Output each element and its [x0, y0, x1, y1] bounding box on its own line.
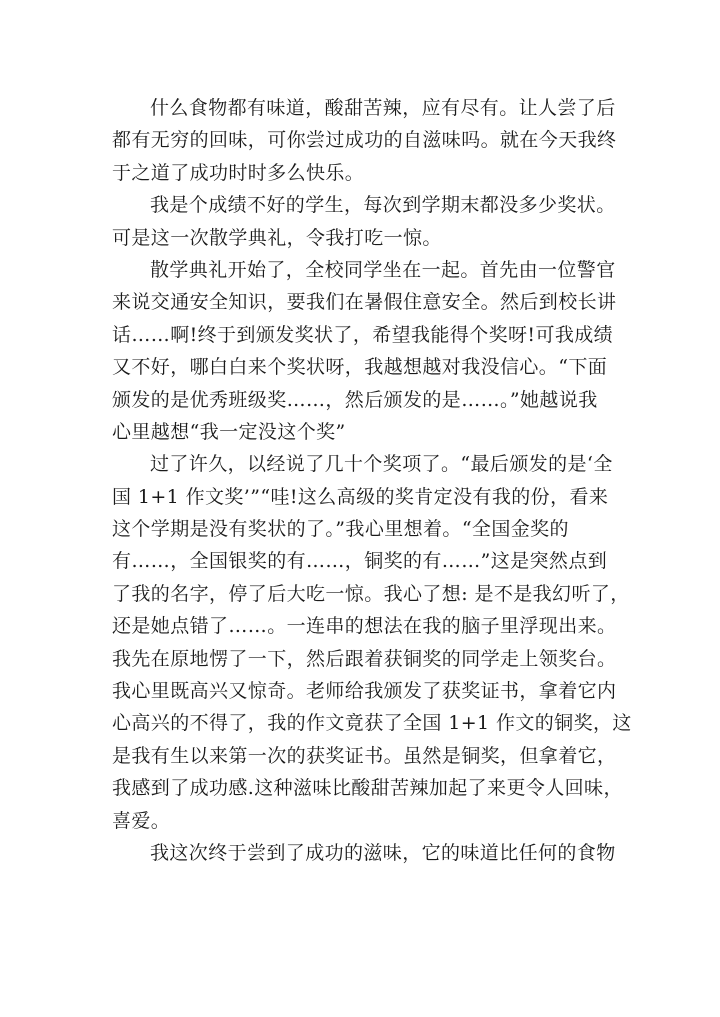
paragraph-3-line-6: 心里越想“我一定没这个奖” — [112, 420, 346, 443]
paragraph-1-line-3: 于之道了成功时时多么快乐。 — [112, 161, 365, 184]
paragraph-3-line-4: 又不好，哪白白来个奖状呀，我越想越对我没信心。“下面 — [112, 356, 608, 379]
paragraph-2-line-2: 可是这一次散学典礼，令我打吃一惊。 — [112, 226, 442, 249]
paragraph-2-line-1: 我是个成绩不好的学生，每次到学期末都没多少奖状。 — [150, 194, 616, 217]
paragraph-3-line-1: 散学典礼开始了，全校同学坐在一起。首先由一位警官 — [150, 258, 616, 281]
paragraph-5-line-1: 我这次终于尝到了成功的滋味，它的味道比任何的食物 — [150, 841, 616, 864]
paragraph-4-line-2: 国 1+1 作文奖’”“哇!这么高级的奖肯定没有我的份，看来 — [112, 485, 609, 508]
paragraph-4-line-3: 这个学期是没有奖状的了。”我心里想着。“全国金奖的 — [112, 518, 569, 541]
paragraph-1-line-2: 都有无穷的回味，可你尝过成功的自滋味吗。就在今天我终 — [112, 129, 617, 152]
paragraph-1-line-1: 什么食物都有味道，酸甜苦辣，应有尽有。让人尝了后 — [150, 97, 616, 119]
paragraph-4-line-6: 还是她点错了……。一连串的想法在我的脑子里浮现出来。 — [112, 615, 617, 638]
paragraph-4-line-10: 是我有生以来第一次的获奖证书。虽然是铜奖，但拿着它， — [112, 744, 617, 767]
paragraph-4-line-5: 了我的名字，停了后大吃一惊。我心了想: 是不是我幻听了， — [112, 582, 630, 605]
paragraph-4-line-8: 我心里既高兴又惊奇。老师给我颁发了获奖证书，拿着它内 — [112, 680, 617, 703]
essay-body — [112, 92, 632, 869]
paragraph-4-line-7: 我先在原地愣了一下，然后跟着获铜奖的同学走上领奖台。 — [112, 647, 617, 670]
paragraph-3-line-5: 颁发的是优秀班级奖……，然后颁发的是……。”她越说我 — [112, 388, 598, 411]
paragraph-4-line-11: 我感到了成功感.这种滋味比酸甜苦辣加起了来更令人回味， — [112, 777, 623, 800]
paragraph-4-line-12: 喜爱。 — [112, 809, 171, 832]
paragraph-4-line-1: 过了许久，以经说了几十个奖项了。“最后颁发的是‘全 — [150, 453, 613, 476]
paragraph-4-line-4: 有……，全国银奖的有……，铜奖的有……”这是突然点到 — [112, 550, 608, 573]
paragraph-3-line-2: 来说交通安全知识，要我们在暑假住意安全。然后到校长讲 — [112, 291, 617, 314]
paragraph-3-line-3: 话……啊!终于到颁发奖状了，希望我能得个奖呀!可我成绩 — [112, 323, 614, 346]
paragraph-4-line-9: 心高兴的不得了，我的作文竟获了全国 1+1 作文的铜奖，这 — [112, 712, 632, 735]
